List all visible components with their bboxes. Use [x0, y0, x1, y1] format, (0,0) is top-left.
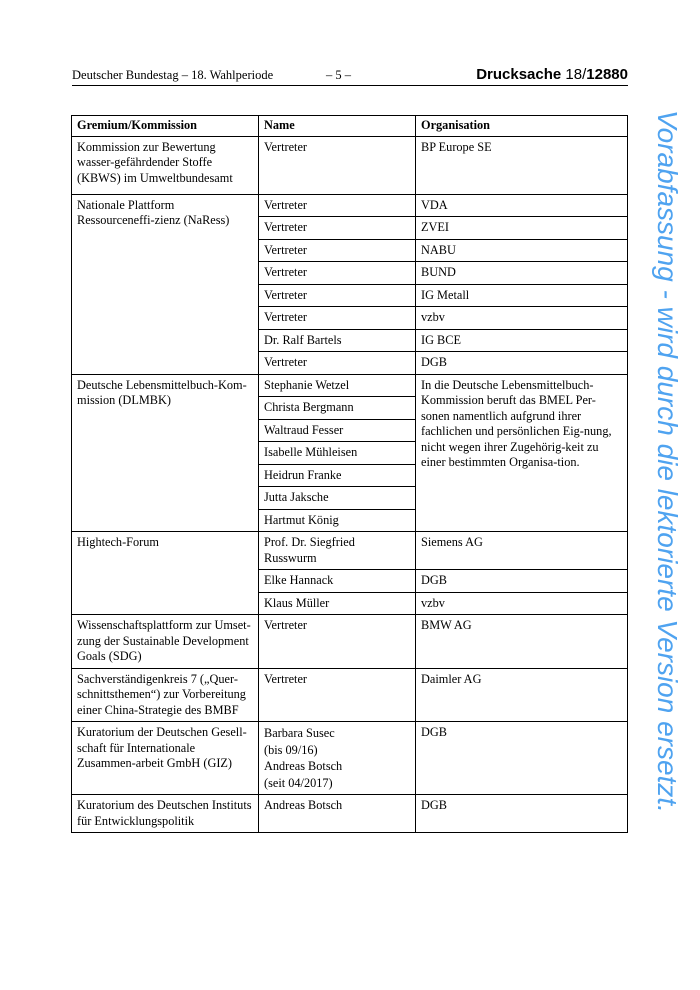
table-header-row	[72, 116, 628, 137]
org-cell: DGB	[416, 795, 628, 833]
header-page-number: – 5 –	[326, 68, 351, 82]
org-cell: BP Europe SE	[416, 136, 628, 194]
table-row	[72, 532, 628, 570]
gremium-cell: Kommission zur Bewertung wasser-gefährdender Stoffe (KBWS) im Umweltbundesamt	[72, 136, 259, 194]
name-cell: Klaus Müller	[259, 592, 416, 615]
gremium-cell: Hightech-Forum	[72, 532, 259, 615]
org-cell: vzbv	[416, 592, 628, 615]
name-cell: Christa Bergmann	[259, 397, 416, 420]
name-cell: Jutta Jaksche	[259, 487, 416, 510]
org-cell: DGB	[416, 570, 628, 593]
name-cell: Elke Hannack	[259, 570, 416, 593]
committee-table	[71, 115, 628, 833]
table-row	[72, 136, 628, 194]
gremium-cell: Kuratorium der Deutschen Gesell-schaft für Internationale Zusammen-arbeit GmbH (GIZ)	[72, 722, 259, 795]
name-cell: Waltraud Fesser	[259, 419, 416, 442]
watermark-text: Vorabfassung - wird durch die lektorierte Version ersetzt.	[652, 110, 683, 813]
table-row	[72, 795, 628, 833]
org-cell: BUND	[416, 262, 628, 285]
name-line: (bis 09/16)	[264, 742, 318, 757]
gremium-cell: Sachverständigenkreis 7 („Quer-schnittsthemen“) zur Vorbereitung einer China-Strategie des BMBF	[72, 668, 259, 722]
col-header-organisation: Organisation	[416, 116, 628, 137]
name-cell: Heidrun Franke	[259, 464, 416, 487]
name-cell: Dr. Ralf Bartels	[259, 329, 416, 352]
name-cell: Vertreter	[259, 217, 416, 240]
col-header-name: Name	[259, 116, 416, 137]
org-cell: NABU	[416, 239, 628, 262]
name-line: Barbara Susec	[264, 726, 335, 740]
name-cell: Vertreter	[259, 239, 416, 262]
org-cell: In die Deutsche Lebensmittelbuch-Kommission beruft das BMEL Per-sonen namentlich aufgrund ihrer fachlichen und persönlichen Eig-nung, nicht wegen ihrer Zugehörig-keit zu einer bestimmten Organisa-tion.	[416, 374, 628, 532]
org-cell: VDA	[416, 194, 628, 217]
name-cell: Isabelle Mühleisen	[259, 442, 416, 465]
name-line: (seit 04/2017)	[264, 775, 333, 790]
doc-label: Drucksache	[476, 66, 562, 83]
draft-watermark	[651, 110, 683, 900]
gremium-cell: Wissenschaftsplattform zur Umset-zung der Sustainable Development Goals (SDG)	[72, 615, 259, 669]
org-cell: DGB	[416, 722, 628, 795]
name-cell: Vertreter	[259, 668, 416, 722]
table-row	[72, 722, 628, 795]
org-cell: Siemens AG	[416, 532, 628, 570]
org-cell: BMW AG	[416, 615, 628, 669]
header-document-number	[476, 66, 628, 83]
table-row	[72, 615, 628, 669]
org-cell: IG Metall	[416, 284, 628, 307]
name-cell: Vertreter	[259, 307, 416, 330]
table-row	[72, 194, 628, 217]
org-cell: IG BCE	[416, 329, 628, 352]
header-rule	[72, 85, 628, 86]
gremium-cell: Kuratorium des Deutschen Instituts für Entwicklungspolitik	[72, 795, 259, 833]
org-cell: ZVEI	[416, 217, 628, 240]
header-parliament: Deutscher Bundestag – 18. Wahlperiode	[72, 68, 274, 82]
name-cell	[259, 722, 416, 795]
name-line: Andreas Botsch	[264, 759, 343, 773]
table-row	[72, 374, 628, 397]
table-row	[72, 668, 628, 722]
page-header	[72, 68, 628, 86]
name-cell: Stephanie Wetzel	[259, 374, 416, 397]
doc-number: 12880	[586, 66, 628, 83]
gremium-cell: Deutsche Lebensmittelbuch-Kom-mission (DLMBK)	[72, 374, 259, 532]
name-cell: Vertreter	[259, 136, 416, 194]
org-cell: Daimler AG	[416, 668, 628, 722]
name-cell: Vertreter	[259, 262, 416, 285]
name-cell: Vertreter	[259, 615, 416, 669]
doc-prefix: 18/	[565, 66, 587, 83]
name-cell: Vertreter	[259, 352, 416, 375]
gremium-cell: Nationale Plattform Ressourceneffi-zienz (NaRess)	[72, 194, 259, 374]
org-cell: vzbv	[416, 307, 628, 330]
name-cell: Hartmut König	[259, 509, 416, 532]
name-cell: Vertreter	[259, 284, 416, 307]
name-cell: Prof. Dr. Siegfried Russwurm	[259, 532, 416, 570]
name-cell: Andreas Botsch	[259, 795, 416, 833]
org-cell: DGB	[416, 352, 628, 375]
name-cell: Vertreter	[259, 194, 416, 217]
col-header-gremium: Gremium/Kommission	[72, 116, 259, 137]
